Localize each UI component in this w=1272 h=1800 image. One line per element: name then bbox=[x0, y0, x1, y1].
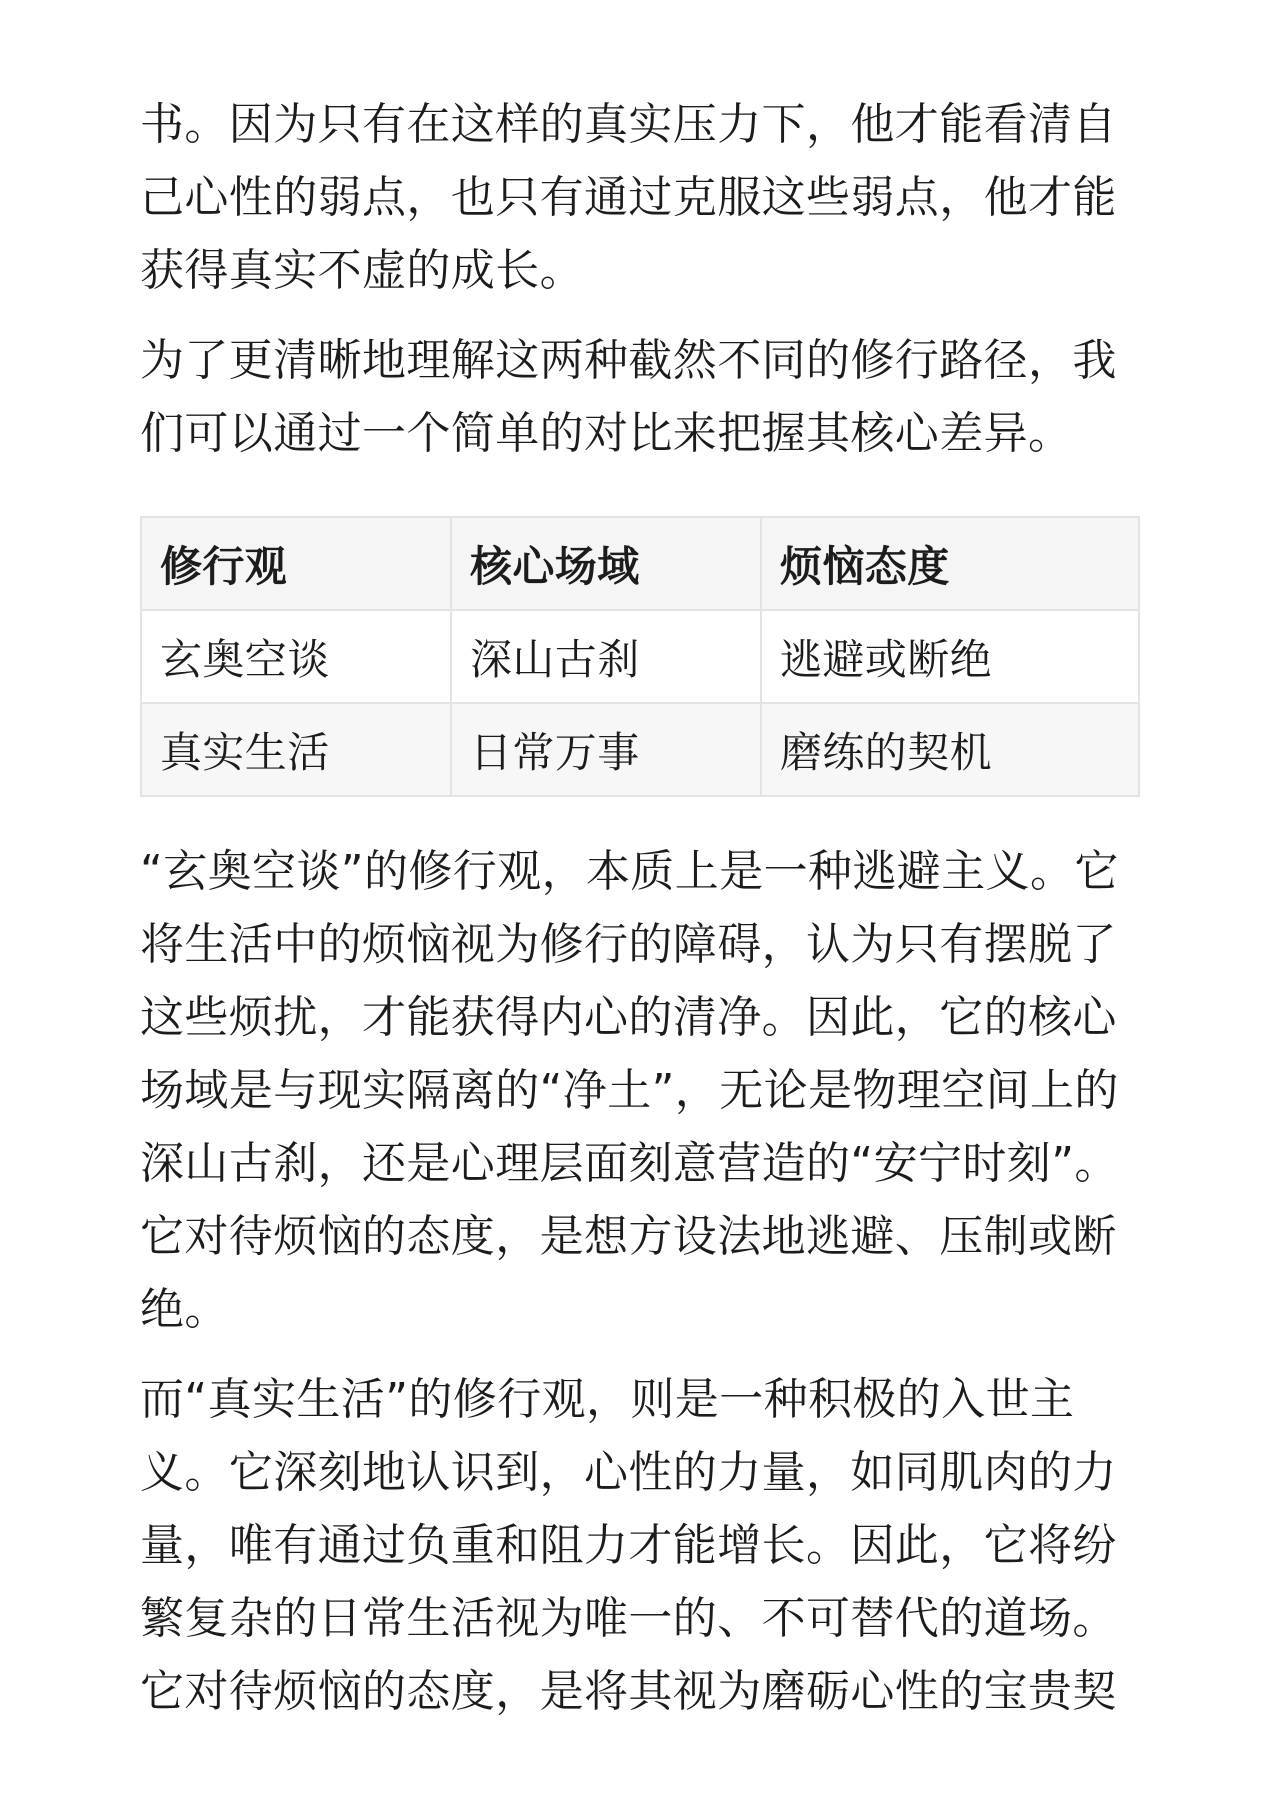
table-header-cell: 烦恼态度 bbox=[761, 517, 1139, 610]
table-cell: 逃避或断绝 bbox=[761, 610, 1139, 703]
table-cell: 玄奥空谈 bbox=[141, 610, 451, 703]
table-row bbox=[141, 703, 1139, 796]
spacer bbox=[140, 470, 1138, 516]
paragraph: 书。因为只有在这样的真实压力下，他才能看清自己心性的弱点，也只有通过克服这些弱点，他才能获得真实不虚的成长。 bbox=[140, 99, 1117, 296]
paragraph: “玄奥空谈”的修行观，本质上是一种逃避主义。它将生活中的烦恼视为修行的障碍，认为只有摆脱了这些烦扰，才能获得内心的清净。因此，它的核心场域是与现实隔离的“净土”，无论是物理空间上的深山古刹，还是心理层面刻意营造的“安宁时刻”。它对待烦恼的态度，是想方设法地逃避、压制或断绝。 bbox=[140, 846, 1119, 1335]
table-cell: 磨练的契机 bbox=[761, 703, 1139, 796]
table-cell: 日常万事 bbox=[451, 703, 761, 796]
article-body bbox=[140, 88, 1138, 1728]
comparison-table bbox=[140, 516, 1140, 797]
paragraph: 而“真实生活”的修行观，则是一种积极的入世主义。它深刻地认识到，心性的力量，如同肌肉的力量，唯有通过负重和阻力才能增长。因此，它将纷繁复杂的日常生活视为唯一的、不可替代的道场。它对待烦恼的态度，是将其视为磨砺心性的宝贵契 bbox=[140, 1374, 1117, 1717]
table-header-row bbox=[141, 517, 1139, 610]
table-cell: 真实生活 bbox=[141, 703, 451, 796]
spacer bbox=[140, 797, 1138, 835]
table-header-cell: 核心场域 bbox=[451, 517, 761, 610]
table-header-cell: 修行观 bbox=[141, 517, 451, 610]
table-cell: 深山古刹 bbox=[451, 610, 761, 703]
paragraph: 为了更清晰地理解这两种截然不同的修行路径，我们可以通过一个简单的对比来把握其核心差异。 bbox=[140, 335, 1117, 459]
table-row bbox=[141, 610, 1139, 703]
